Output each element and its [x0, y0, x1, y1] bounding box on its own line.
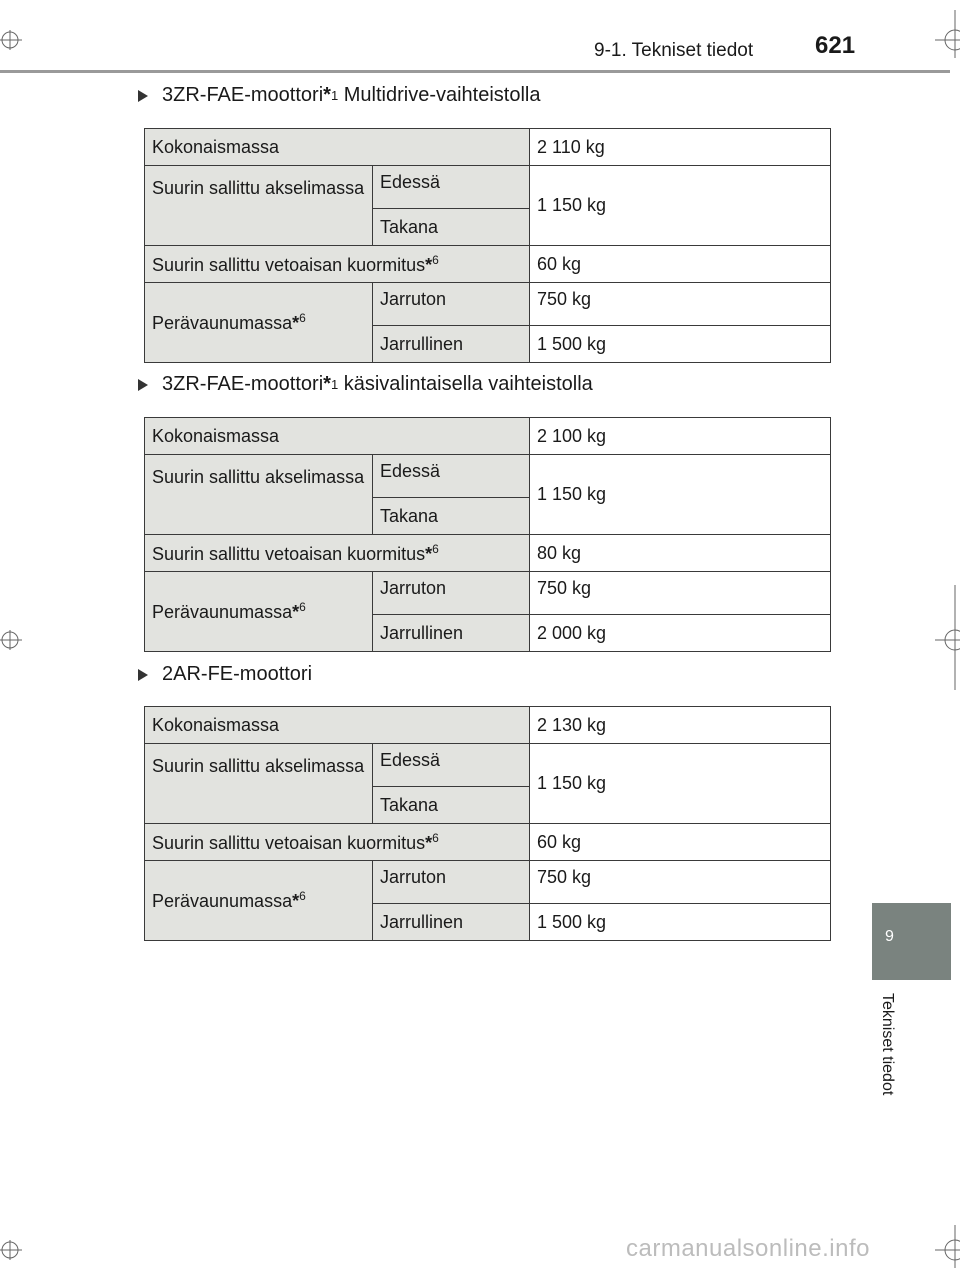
triangle-bullet-icon — [138, 379, 148, 391]
chapter-number: 9 — [885, 928, 894, 945]
table-row: Suurin sallittu vetoaisan kuormitus*$^6$ 60 kg — [145, 246, 831, 283]
section-heading: 3ZR-FAE-moottori * 1 Multidrive-vaihteistolla — [138, 84, 540, 107]
page-number: 621 — [815, 32, 856, 59]
table-row: Perävaunumassa*$^6$ Jarruton 750 kg — [145, 572, 831, 615]
weight-table — [144, 706, 831, 941]
table-row: Takana — [145, 787, 831, 824]
table-row: Perävaunumassa*$^6$ Jarruton 750 kg — [145, 861, 831, 904]
section-heading: 2AR-FE-moottori — [138, 663, 312, 686]
section-heading: 3ZR-FAE-moottori * 1 käsivalintaisella vaihteistolla — [138, 373, 593, 396]
weight-table — [144, 417, 831, 652]
weight-table — [144, 128, 831, 363]
table-row: Jarrullinen 1 500 kg — [145, 904, 831, 941]
table-row: Jarrullinen 1 500 kg — [145, 326, 831, 363]
triangle-bullet-icon — [138, 90, 148, 102]
header-divider — [0, 70, 950, 73]
table-row: Suurin sallittu vetoaisan kuormitus*$^6$ 60 kg — [145, 824, 831, 861]
table-row: Takana — [145, 498, 831, 535]
triangle-bullet-icon — [138, 669, 148, 681]
table-row: Kokonaismassa 2 110 kg — [145, 129, 831, 166]
table-row: Jarrullinen 2 000 kg — [145, 615, 831, 652]
section-title: 9-1. Tekniset tiedot — [594, 40, 754, 61]
watermark: carmanualsonline.info — [626, 1235, 870, 1262]
table-row: Suurin sallittu akselimassa Edessä 1 150 kg — [145, 166, 831, 209]
table-row: Kokonaismassa 2 130 kg — [145, 707, 831, 744]
chapter-label: Tekniset tiedot — [879, 993, 896, 1096]
table-row: Suurin sallittu akselimassa Edessä 1 150 kg — [145, 455, 831, 498]
table-row: Perävaunumassa*$^6$ Jarruton 750 kg — [145, 283, 831, 326]
table-row: Suurin sallittu vetoaisan kuormitus*$^6$ 80 kg — [145, 535, 831, 572]
table-row: Takana — [145, 209, 831, 246]
table-row: Kokonaismassa 2 100 kg — [145, 418, 831, 455]
table-row: Suurin sallittu akselimassa Edessä 1 150 kg — [145, 744, 831, 787]
